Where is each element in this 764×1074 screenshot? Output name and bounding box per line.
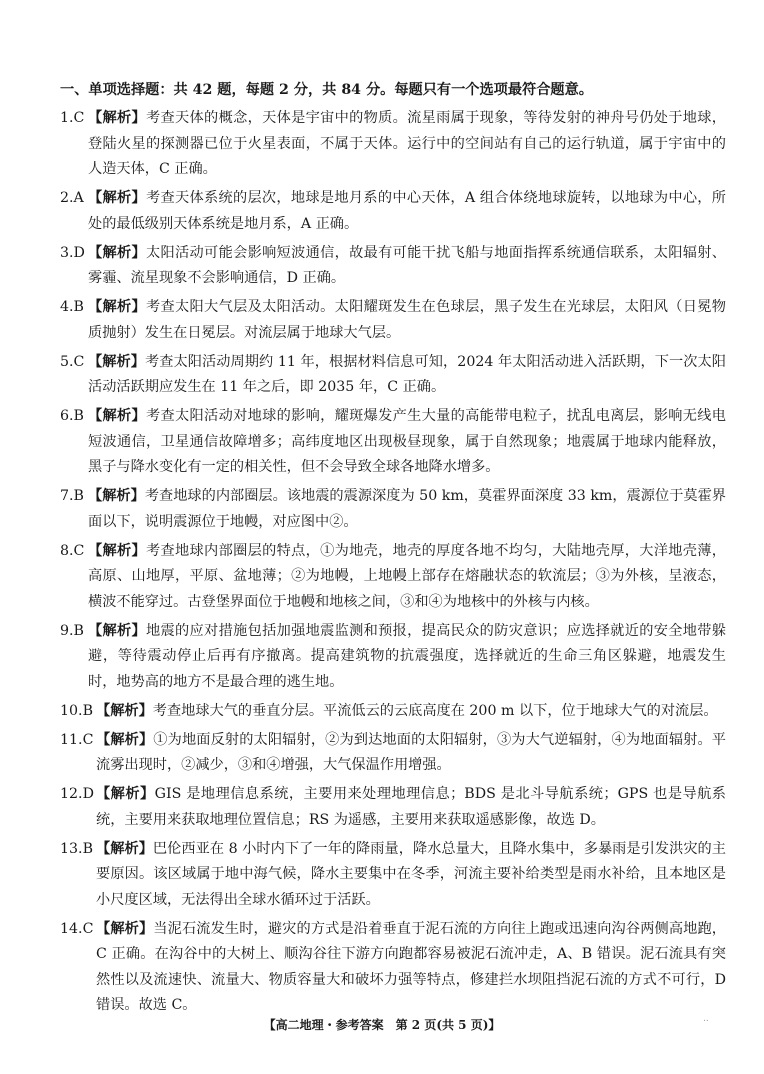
analysis-tag: 【解析】 — [88, 353, 146, 370]
answer-list — [60, 106, 726, 1022]
answer-number — [60, 241, 88, 267]
analysis-tag: 【解析】 — [88, 190, 146, 206]
question-number: 11. — [60, 731, 83, 748]
analysis-tag: 【解析】 — [88, 542, 147, 559]
analysis-text: 考查太阳大气层及太阳活动。太阳耀斑发生在色球层，黑子发生在光球层，太阳风（日冕物质抛射）发生在日冕层。对流层属于地球大气层。 — [88, 299, 726, 341]
question-number: 12. — [60, 786, 83, 802]
answer-letter: A — [73, 190, 84, 206]
answer-number — [60, 484, 88, 510]
analysis-text: GIS 是地理信息系统，主要用来处理地理信息；BDS 是北斗导航系统；GPS 也是导航系统，主要用来获取地理位置信息；RS 为遥感，主要用来获取遥感影像，故选 D。 — [96, 786, 726, 828]
question-number: 3. — [60, 244, 74, 261]
analysis-text: 巴伦西亚在 8 小时内下了一年的降雨量，降水总量大，且降水集中，多暴雨是引发洪灾的主要原因。该区域属于地中海气候，降水主要集中在冬季，河流主要补给类型是雨水补给，且本地区是小尺度区域，无法得出全球水循环过于活跃。 — [96, 840, 726, 908]
answer-item — [60, 837, 726, 914]
analysis-tag: 【解析】 — [96, 731, 154, 748]
answer-letter: C — [73, 353, 85, 370]
answer-letter: B — [82, 702, 94, 719]
question-number: 7. — [60, 488, 74, 504]
answer-number — [60, 350, 88, 376]
page-footer: 【高二地理・参考答案 第 2 页(共 5 页)】 — [263, 1018, 501, 1032]
answer-letter: B — [73, 622, 84, 639]
answer-item — [60, 728, 726, 779]
answer-number — [60, 699, 96, 725]
section-header: 一、单项选择题：共 42 题，每题 2 分，共 84 分。每题只有一个选项最符合题意。 — [60, 82, 593, 98]
answer-letter: C — [73, 110, 85, 126]
answer-letter: D — [82, 786, 94, 802]
answer-letter: C — [82, 920, 94, 937]
answer-number — [60, 782, 96, 808]
answer-letter: B — [73, 488, 84, 504]
analysis-tag: 【解析】 — [96, 702, 153, 719]
analysis-text: 考查地球的内部圈层。该地震的震源深度为 50 km，莫霍界面深度 33 km，震源位于莫霍界面以下，说明震源位于地幔，对应图中②。 — [88, 488, 726, 530]
analysis-text: 考查天体系统的层次，地球是地月系的中心天体，A 组合体绕地球旋转，以地球为中心，所处的最低级别天体系统是地月系，A 正确。 — [88, 190, 726, 232]
answer-item — [60, 539, 726, 616]
question-number: 1. — [60, 110, 74, 126]
answer-item — [60, 699, 726, 725]
analysis-text: 地震的应对措施包括加强地震监测和预报，提高民众的防灾意识；应选择就近的安全地带躲避，等待震动停止后再有序撤离。提高建筑物的抗震强度，选择就近的生命三角区躲避，地震发生时，地势高的地方不是最合理的逃生地。 — [88, 622, 726, 690]
analysis-tag: 【解析】 — [88, 408, 147, 424]
answer-item — [60, 241, 726, 292]
answer-item — [60, 782, 726, 833]
answer-number — [60, 539, 88, 565]
question-number: 2. — [60, 190, 74, 206]
answer-letter: B — [82, 840, 94, 857]
answer-number — [60, 186, 88, 212]
answer-item — [60, 295, 726, 346]
corner-mark: .. — [703, 1014, 709, 1024]
question-number: 10. — [60, 702, 83, 719]
question-number: 5. — [60, 353, 74, 370]
answer-item — [60, 484, 726, 535]
analysis-text: 考查天体的概念，天体是宇宙中的物质。流星雨属于现象，等待发射的神舟号仍处于地球，登陆火星的探测器已位于火星表面，不属于天体。运行中的空间站有自己的运行轨道，属于宇宙中的人造天体，C 正确。 — [88, 110, 726, 177]
answer-item — [60, 106, 726, 183]
analysis-tag: 【解析】 — [88, 110, 147, 126]
answer-item — [60, 917, 726, 1019]
answer-letter: B — [73, 299, 84, 315]
analysis-text: 考查地球内部圈层的特点，①为地壳，地壳的厚度各地不均匀，大陆地壳厚，大洋地壳薄，高原、山地厚，平原、盆地薄；②为地幔，上地幔上部存在熔融状态的软流层；③为外核，呈液态，横波不能穿过。古登堡界面位于地幔和地核之间，③和④为地核中的外核与内核。 — [88, 542, 726, 610]
analysis-text: 考查太阳活动周期约 11 年，根据材料信息可知，2024 年太阳活动进入活跃期，下一次太阳活动活跃期应发生在 11 年之后，即 2035 年，C 正确。 — [88, 353, 726, 395]
answer-number — [60, 619, 88, 645]
analysis-text: 当泥石流发生时，避灾的方式是沿着垂直于泥石流的方向往上跑或迅速向沟谷两侧高地跑，C 正确。在沟谷中的大树上、顺沟谷往下游方向跑都容易被泥石流冲走，A、B 错误。泥石流具有突然性以及流速快、流量大、物质容量大和破坏力强等特点，修建拦水坝阻挡泥石流的方式不可行，D 错误。故选 C。 — [96, 920, 726, 1013]
answer-number — [60, 917, 96, 943]
question-number: 4. — [60, 299, 74, 315]
question-number: 8. — [60, 542, 74, 559]
analysis-tag: 【解析】 — [88, 299, 147, 315]
analysis-tag: 【解析】 — [96, 840, 153, 857]
question-number: 13. — [60, 840, 83, 857]
answer-letter: C — [73, 542, 85, 559]
analysis-text: 考查地球大气的垂直分层。平流低云的云底高度在 200 m 以下，位于地球大气的对流层。 — [152, 702, 718, 719]
answer-number — [60, 295, 88, 321]
question-number: 6. — [60, 408, 74, 424]
analysis-text: 考查太阳活动对地球的影响，耀斑爆发产生大量的高能带电粒子，扰乱电离层，影响无线电短波通信，卫星通信故障增多；高纬度地区出现极昼现象，属于自然现象；地震属于地球内能释放，黑子与降水变化有一定的相关性，但不会导致全球各地降水增多。 — [88, 408, 726, 475]
analysis-tag: 【解析】 — [96, 786, 155, 802]
answer-letter: D — [73, 244, 85, 261]
answer-item — [60, 350, 726, 401]
answer-number — [60, 106, 88, 132]
answer-item — [60, 186, 726, 237]
answer-number — [60, 404, 88, 430]
question-number: 9. — [60, 622, 74, 639]
question-number: 14. — [60, 920, 83, 937]
analysis-tag: 【解析】 — [88, 488, 145, 504]
answer-item — [60, 404, 726, 481]
analysis-tag: 【解析】 — [96, 920, 154, 937]
answer-number — [60, 837, 96, 863]
analysis-text: ①为地面反射的太阳辐射，②为到达地面的太阳辐射，③为大气逆辐射，④为地面辐射。平流雾出现时，②减少，③和④增强，大气保温作用增强。 — [96, 731, 726, 773]
answer-number — [60, 728, 96, 754]
answer-item — [60, 619, 726, 696]
answer-letter: C — [82, 731, 94, 748]
analysis-text: 太阳活动可能会影响短波通信，故最有可能干扰飞船与地面指挥系统通信联系，太阳辐射、雾霾、流星现象不会影响通信，D 正确。 — [88, 244, 726, 286]
analysis-tag: 【解析】 — [88, 244, 147, 261]
answer-letter: B — [73, 408, 84, 424]
analysis-tag: 【解析】 — [88, 622, 147, 639]
